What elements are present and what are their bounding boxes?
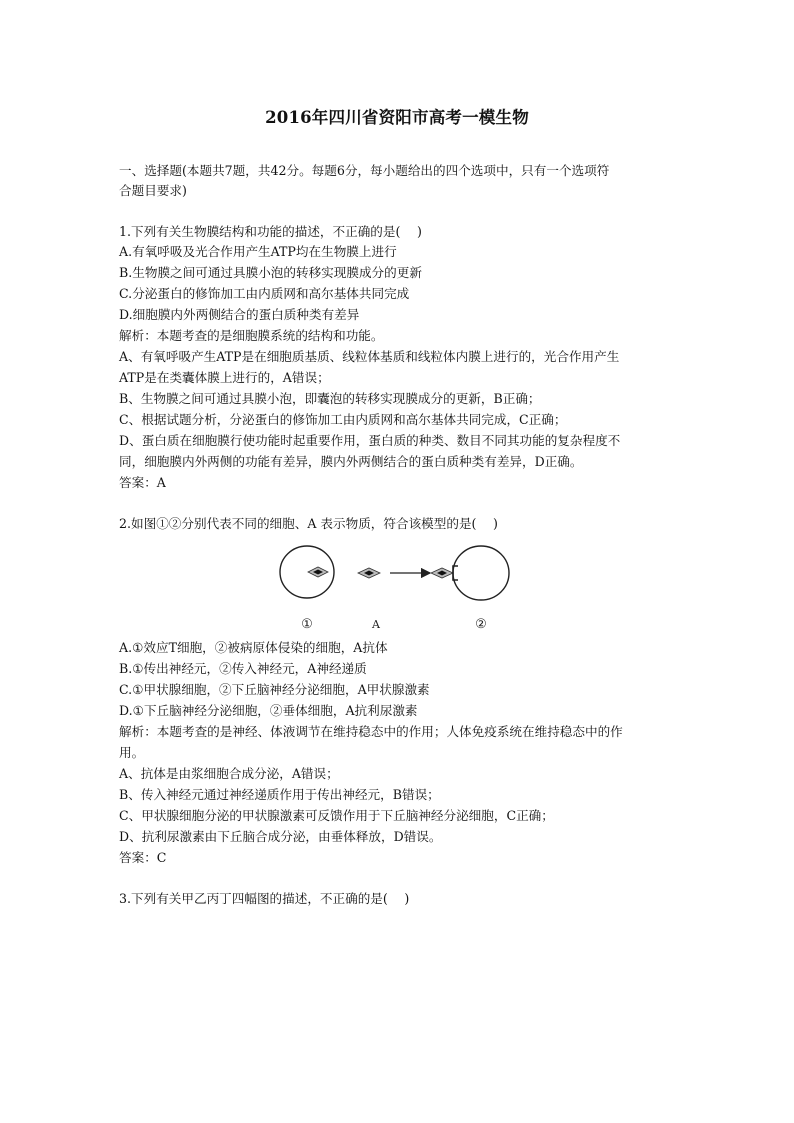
q3-stem: 3.下列有关甲乙丙丁四幅图的描述，不正确的是( ) [119,891,410,906]
q1-analysis-d-line-2: 同，细胞膜内外两侧的功能有差异，膜内外两侧结合的蛋白质种类有差异，D正确。 [119,454,583,469]
q1-option-b: B.生物膜之间可通过具膜小泡的转移实现膜成分的更新 [119,265,422,280]
q1-option-c: C.分泌蛋白的修饰加工由内质网和高尔基体共同完成 [119,286,410,301]
cell-1-label: ① [301,617,313,632]
section-heading-line-1: 一、选择题(本题共7题，共42分。每题6分，每小题给出的四个选项中，只有一个选项符 [119,163,610,178]
q1-analysis-d-line-1: D、蛋白质在细胞膜行使功能时起重要作用，蛋白质的种类、数目不同其功能的复杂程度不 [119,433,621,448]
q1-answer: 答案：A [119,475,166,490]
q2-stem: 2.如图①②分别代表不同的细胞、A 表示物质，符合该模型的是( ) [119,516,498,531]
substance-a-label: A [372,618,380,631]
molecule-at-receptor-icon [431,568,453,578]
q1-option-a: A.有氧呼吸及光合作用产生ATP均在生物膜上进行 [119,244,397,259]
q1-analysis-b: B、生物膜之间可通过具膜小泡，即囊泡的转移实现膜成分的更新，B正确； [119,391,541,406]
molecule-in-cell-1-icon [308,567,328,577]
q1-analysis-intro: 解析：本题考查的是细胞膜系统的结构和功能。 [119,328,384,343]
q2-option-b: B.①传出神经元，②传入神经元，A神经递质 [119,661,367,676]
q2-option-d: D.①下丘脑神经分泌细胞，②垂体细胞，A抗利尿激素 [119,703,418,718]
q1-analysis-a-line-1: A、有氧呼吸产生ATP是在细胞质基质、线粒体基质和线粒体内膜上进行的，光合作用产生 [119,349,620,364]
q1-analysis-c: C、根据试题分析，分泌蛋白的修饰加工由内质网和高尔基体共同完成，C正确； [119,412,567,427]
q2-option-a: A.①效应T细胞，②被病原体侵染的细胞，A抗体 [119,640,388,655]
q2-analysis-intro-line-1: 解析：本题考查的是神经、体液调节在维持稳态中的作用；人体免疫系统在维持稳态中的作 [119,724,623,739]
q2-cell-signaling-figure [270,542,530,634]
q2-analysis-b: B、传入神经元通过神经递质作用于传出神经元，B错误； [119,787,440,802]
q2-option-c: C.①甲状腺细胞，②下丘脑神经分泌细胞，A甲状腺激素 [119,682,430,697]
q1-analysis-a-line-2: ATP是在类囊体膜上进行的，A错误； [119,370,330,385]
q2-analysis-c: C、甲状腺细胞分泌的甲状腺激素可反馈作用于下丘脑神经分泌细胞，C正确； [119,808,554,823]
cell-2-circle [453,546,509,600]
molecule-a-icon [358,568,380,578]
q1-stem: 1.下列有关生物膜结构和功能的描述，不正确的是( ) [119,224,422,239]
q2-analysis-d: D、抗利尿激素由下丘脑合成分泌，由垂体释放，D错误。 [119,829,442,844]
section-heading-line-2: 合题目要求) [119,183,187,198]
q1-option-d: D.细胞膜内外两侧结合的蛋白质种类有差异 [119,307,360,322]
q2-analysis-a: A、抗体是由浆细胞合成分泌，A错误； [119,766,339,781]
cell-2-label: ② [475,617,487,632]
q2-answer: 答案：C [119,850,167,865]
page-title: 2016年四川省资阳市高考一模生物 [265,108,529,127]
q2-analysis-intro-line-2: 用。 [119,745,145,760]
